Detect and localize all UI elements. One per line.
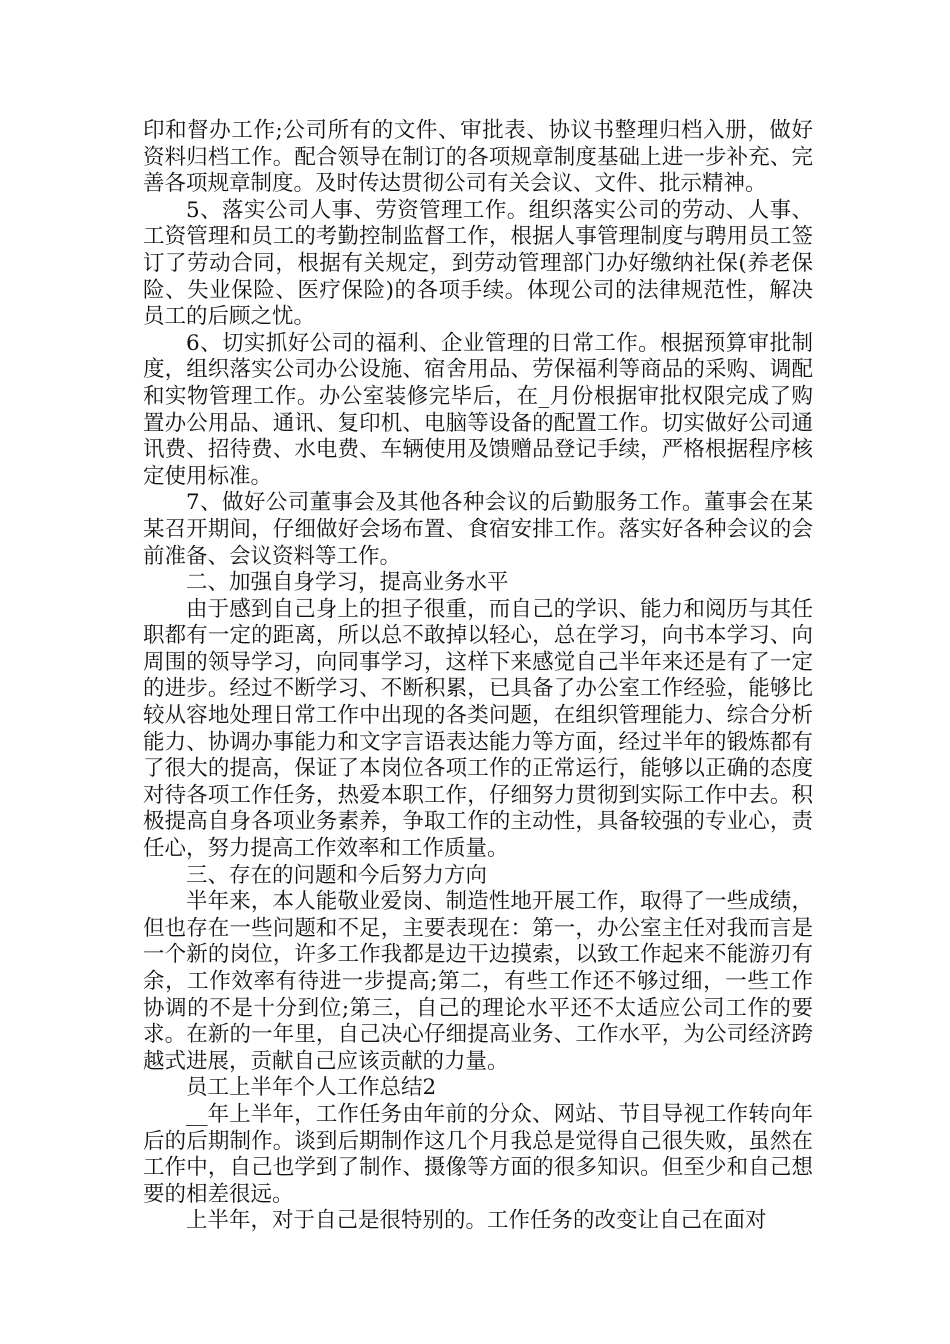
paragraph-item-7: 7、做好公司董事会及其他各种会议的后勤服务工作。董事会在某某召开期间，仔细做好会场布置、食宿安排工作。落实好各种会议的会前准备、会议资料等工作。 xyxy=(143,490,813,569)
paragraph-archiving: 印和督办工作;公司所有的文件、审批表、协议书整理归档入册，做好资料归档工作。配合领导在制订的各项规章制度基础上进一步补充、完善各项规章制度。及时传达贯彻公司有关会议、文件、批示精神。 xyxy=(143,118,813,197)
paragraph-problems: 半年来，本人能敬业爱岗、制造性地开展工作，取得了一些成绩，但也存在一些问题和不足，主要表现在：第一，办公室主任对我而言是一个新的岗位，许多工作我都是边干边摸索，以致工作起来不能游刃有余，工作效率有待进一步提高;第二，有些工作还不够过细，一些工作协调的不是十分到位;第三，自己的理论水平还不太适应公司工作的要求。在新的一年里，自己决心仔细提高业务、工作水平，为公司经济跨越式进展，贡献自己应该贡献的力量。 xyxy=(143,889,813,1074)
document-body xyxy=(143,118,813,1235)
paragraph-post-production: __年上半年，工作任务由年前的分众、网站、节目导视工作转向年后的后期制作。谈到后期制作这几个月我总是觉得自己很失败，虽然在工作中，自己也学到了制作、摄像等方面的很多知识。但至少和自己想要的相差很远。 xyxy=(143,1101,813,1207)
paragraph-learning: 由于感到自己身上的担子很重，而自己的学识、能力和阅历与其任职都有一定的距离，所以总不敢掉以轻心，总在学习，向书本学习、向周围的领导学习，向同事学习，这样下来感觉自己半年来还是有了一定的进步。经过不断学习、不断积累，已具备了办公室工作经验，能够比较从容地处理日常工作中出现的各类问题，在组织管理能力、综合分析能力、协调办事能力和文字言语表达能力等方面，经过半年的锻炼都有了很大的提高，保证了本岗位各项工作的正常运行，能够以正确的态度对待各项工作任务，热爱本职工作，仔细努力贯彻到实际工作中去。积极提高自身各项业务素养，争取工作的主动性，具备较强的专业心，责任心，努力提高工作效率和工作质量。 xyxy=(143,596,813,862)
paragraph-item-5: 5、落实公司人事、劳资管理工作。组织落实公司的劳动、人事、工资管理和员工的考勤控制监督工作，根据人事管理制度与聘用员工签订了劳动合同，根据有关规定，到劳动管理部门办好缴纳社保(养老保险、失业保险、医疗保险)的各项手续。体现公司的法律规范性，解决员工的后顾之忧。 xyxy=(143,197,813,330)
summary-title-2: 员工上半年个人工作总结2 xyxy=(186,1075,437,1101)
section-heading-2: 二、加强自身学习，提高业务水平 xyxy=(186,570,509,596)
paragraph-item-6: 6、切实抓好公司的福利、企业管理的日常工作。根据预算审批制度，组织落实公司办公设施、宿舍用品、劳保福利等商品的采购、调配和实物管理工作。办公室装修完毕后，在_月份根据审批权限完成了购置办公用品、通讯、复印机、电脑等设备的配置工作。切实做好公司通讯费、招待费、水电费、车辆使用及馈赠品登记手续，严格根据程序核定使用标准。 xyxy=(143,330,813,489)
section-heading-3: 三、存在的问题和今后努力方向 xyxy=(186,862,488,888)
paragraph-first-half: 上半年，对于自己是很特别的。工作任务的改变让自己在面对 xyxy=(186,1208,767,1234)
